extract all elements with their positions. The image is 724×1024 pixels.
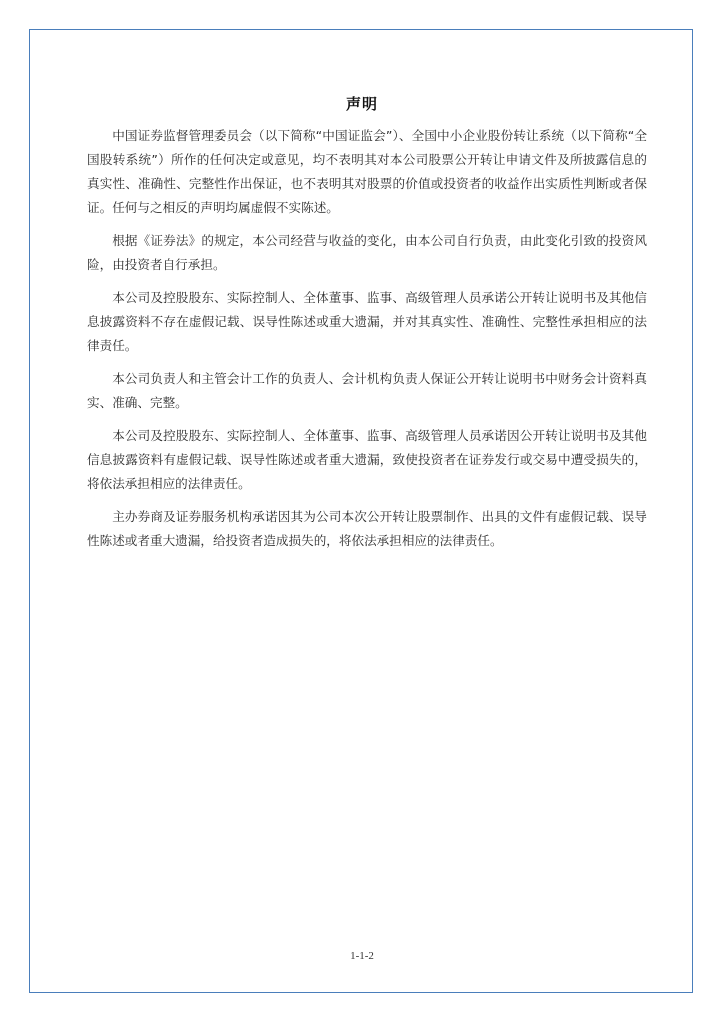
statement-body: [87, 124, 647, 562]
paragraph-liability-undertaking: 本公司及控股股东、实际控制人、全体董事、监事、高级管理人员承诺因公开转让说明书及其他信息披露资料有虚假记载、误导性陈述或者重大遗漏，致使投资者在证券发行或交易中遭受损失的，将依法承担相应的法律责任。: [87, 428, 647, 491]
paragraph-investment-risk: 根据《证券法》的规定，本公司经营与收益的变化，由本公司自行负责，由此变化引致的投资风险，由投资者自行承担。: [87, 233, 647, 272]
paragraph-broker-undertaking: 主办券商及证券服务机构承诺因其为公司本次公开转让股票制作、出具的文件有虚假记载、误导性陈述或者重大遗漏，给投资者造成损失的，将依法承担相应的法律责任。: [87, 509, 647, 548]
paragraph-company-undertaking: 本公司及控股股东、实际控制人、全体董事、监事、高级管理人员承诺公开转让说明书及其他信息披露资料不存在虚假记载、误导性陈述或重大遗漏，并对其真实性、准确性、完整性承担相应的法律责任。: [87, 290, 647, 353]
paragraph-financial-guarantee: 本公司负责人和主管会计工作的负责人、会计机构负责人保证公开转让说明书中财务会计资料真实、准确、完整。: [87, 371, 647, 410]
page-number: 1-1-2: [350, 950, 374, 962]
paragraph-regulator-disclaimer: 中国证券监督管理委员会（以下简称“中国证监会”）、全国中小企业股份转让系统（以下简称“全国股转系统”）所作的任何决定或意见，均不表明其对本公司股票公开转让申请文件及所披露信息的真实性、准确性、完整性作出保证，也不表明其对股票的价值或投资者的收益作出实质性判断或者保证。任何与之相反的声明均属虚假不实陈述。: [87, 128, 647, 215]
document-title: 声明: [345, 95, 378, 113]
